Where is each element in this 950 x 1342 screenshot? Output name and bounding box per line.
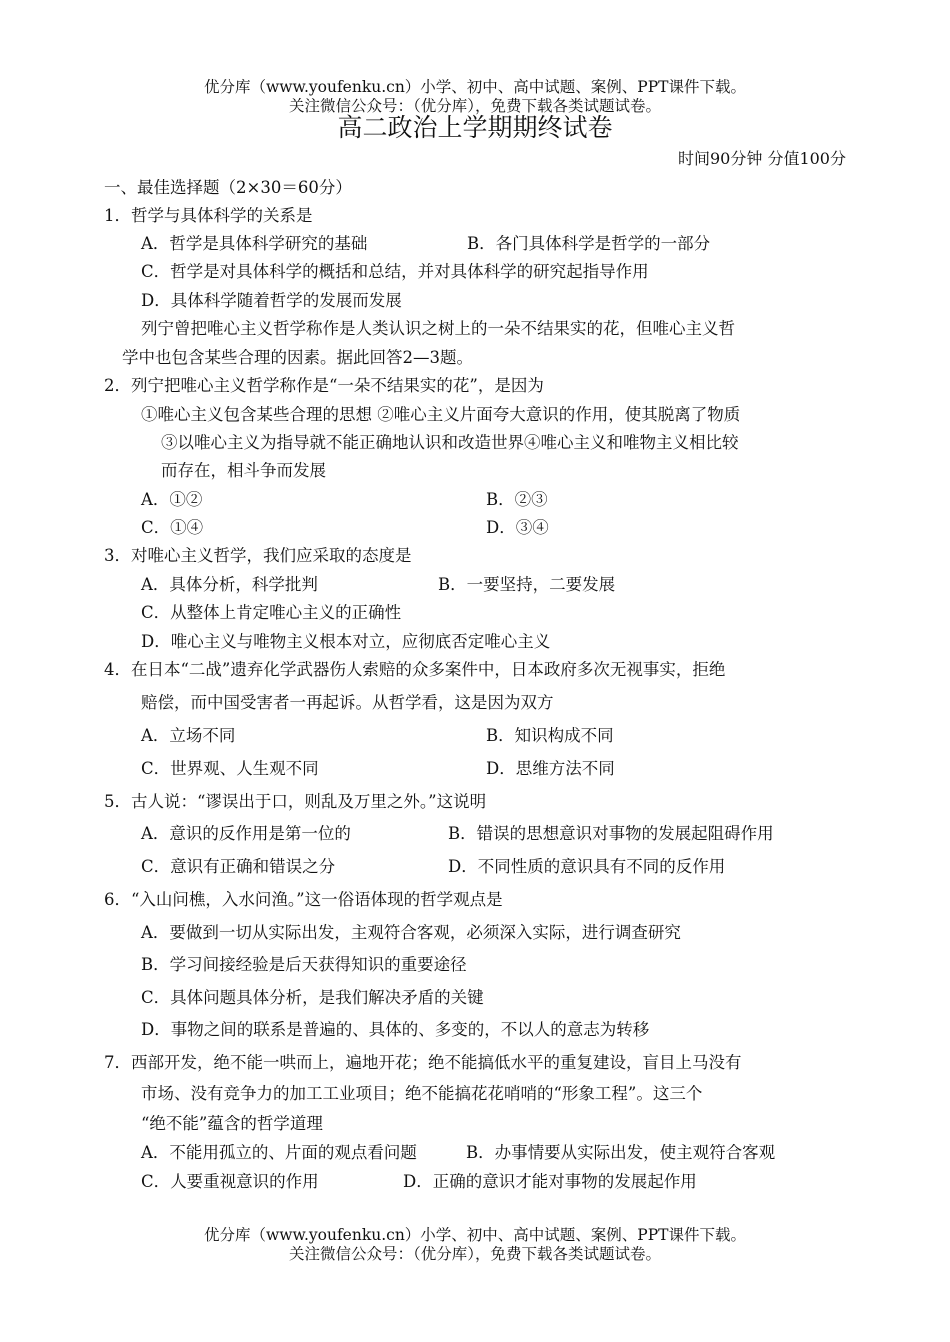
question-1-option-d: D．具体科学随着哲学的发展而发展 xyxy=(141,291,402,310)
question-3-option-c: C．从整体上肯定唯心主义的正确性 xyxy=(141,603,402,622)
question-4-stem-line-1: 4．在日本“二战”遗弃化学武器伤人索赔的众多案件中，日本政府多次无视事实，拒绝 xyxy=(104,660,726,679)
question-4-stem-line-2: 赔偿，而中国受害者一再起诉。从哲学看，这是因为双方 xyxy=(141,693,554,712)
question-1-option-c: C．哲学是对具体科学的概括和总结，并对具体科学的研究起指导作用 xyxy=(141,262,649,281)
question-7-option-c: C．人要重视意识的作用 xyxy=(141,1172,319,1191)
question-2-option-a: A．①② xyxy=(141,490,203,509)
question-5-option-a: A．意识的反作用是第一位的 xyxy=(141,824,351,843)
question-7-option-a: A．不能用孤立的、片面的观点看问题 xyxy=(141,1143,417,1162)
question-4-option-c: C．世界观、人生观不同 xyxy=(141,759,319,778)
question-2-option-d: D．③④ xyxy=(486,518,549,537)
question-2-choices-line-3: 而存在，相斗争而发展 xyxy=(161,461,326,480)
question-2-option-b: B．②③ xyxy=(486,490,548,509)
footer-line-1: 优分库（www.youfenku.cn）小学、初中、高中试题、案例、PPT课件下载。 xyxy=(203,1226,747,1244)
question-7-option-d: D．正确的意识才能对事物的发展起作用 xyxy=(403,1172,697,1191)
question-4-option-a: A．立场不同 xyxy=(141,726,236,745)
question-6-stem: 6．“入山问樵，入水问渔。”这一俗语体现的哲学观点是 xyxy=(104,890,503,909)
passage-line-2: 学中也包含某些合理的因素。据此回答2—3题。 xyxy=(122,348,473,367)
time-info: 时间90分钟 分值100分 xyxy=(678,149,846,168)
question-5-option-d: D．不同性质的意识具有不同的反作用 xyxy=(448,857,726,876)
question-7-stem-line-2: 市场、没有竞争力的加工工业项目；绝不能搞花花哨哨的“形象工程”。这三个 xyxy=(141,1084,703,1103)
header-line-2: 关注微信公众号：（优分库），免费下载各类试题试卷。 xyxy=(288,97,661,115)
question-5-option-c: C．意识有正确和错误之分 xyxy=(141,857,336,876)
question-2-choices-line-1: ①唯心主义包含某些合理的思想 ②唯心主义片面夸大意识的作用，使其脱离了物质 xyxy=(141,405,741,424)
question-4-option-d: D．思维方法不同 xyxy=(486,759,615,778)
question-3-stem: 3．对唯心主义哲学，我们应采取的态度是 xyxy=(104,546,412,565)
question-2-option-c: C．①④ xyxy=(141,518,204,537)
page-title: 高二政治上学期期终试卷 xyxy=(337,113,613,142)
passage-line-1: 列宁曾把唯心主义哲学称作是人类认识之树上的一朵不结果实的花，但唯心主义哲 xyxy=(141,319,735,338)
question-1-stem: 1．哲学与具体科学的关系是 xyxy=(104,206,313,225)
question-7-option-b: B．办事情要从实际出发，使主观符合客观 xyxy=(466,1143,776,1162)
question-4-option-b: B．知识构成不同 xyxy=(486,726,614,745)
question-6-option-c: C．具体问题具体分析，是我们解决矛盾的关键 xyxy=(141,988,484,1007)
question-1-option-b: B．各门具体科学是哲学的一部分 xyxy=(467,234,711,253)
footer-line-2: 关注微信公众号：（优分库），免费下载各类试题试卷。 xyxy=(288,1245,661,1263)
question-2-choices-line-2: ③以唯心主义为指导就不能正确地认识和改造世界④唯心主义和唯物主义相比较 xyxy=(161,433,739,452)
question-3-option-a: A．具体分析，科学批判 xyxy=(141,575,318,594)
header-line-1: 优分库（www.youfenku.cn）小学、初中、高中试题、案例、PPT课件下载。 xyxy=(203,78,747,96)
question-3-option-d: D．唯心主义与唯物主义根本对立，应彻底否定唯心主义 xyxy=(141,632,551,651)
question-6-option-a: A．要做到一切从实际出发，主观符合客观，必须深入实际，进行调查研究 xyxy=(141,923,681,942)
question-1-option-a: A．哲学是具体科学研究的基础 xyxy=(141,234,368,253)
question-7-stem-line-3: “绝不能”蕴含的哲学道理 xyxy=(141,1114,323,1133)
section-heading: 一、最佳选择题（2×30＝60分） xyxy=(104,178,352,197)
question-6-option-b: B．学习间接经验是后天获得知识的重要途径 xyxy=(141,955,467,974)
question-5-option-b: B．错误的思想意识对事物的发展起阻碍作用 xyxy=(448,824,774,843)
question-3-option-b: B．一要坚持，二要发展 xyxy=(438,575,616,594)
question-2-stem: 2．列宁把唯心主义哲学称作是“一朵不结果实的花”，是因为 xyxy=(104,376,544,395)
question-6-option-d: D．事物之间的联系是普遍的、具体的、多变的，不以人的意志为转移 xyxy=(141,1020,650,1039)
question-5-stem: 5．古人说：“谬误出于口，则乱及万里之外。”这说明 xyxy=(104,792,487,811)
question-7-stem-line-1: 7．西部开发，绝不能一哄而上，遍地开花；绝不能搞低水平的重复建设，盲目上马没有 xyxy=(104,1053,742,1072)
